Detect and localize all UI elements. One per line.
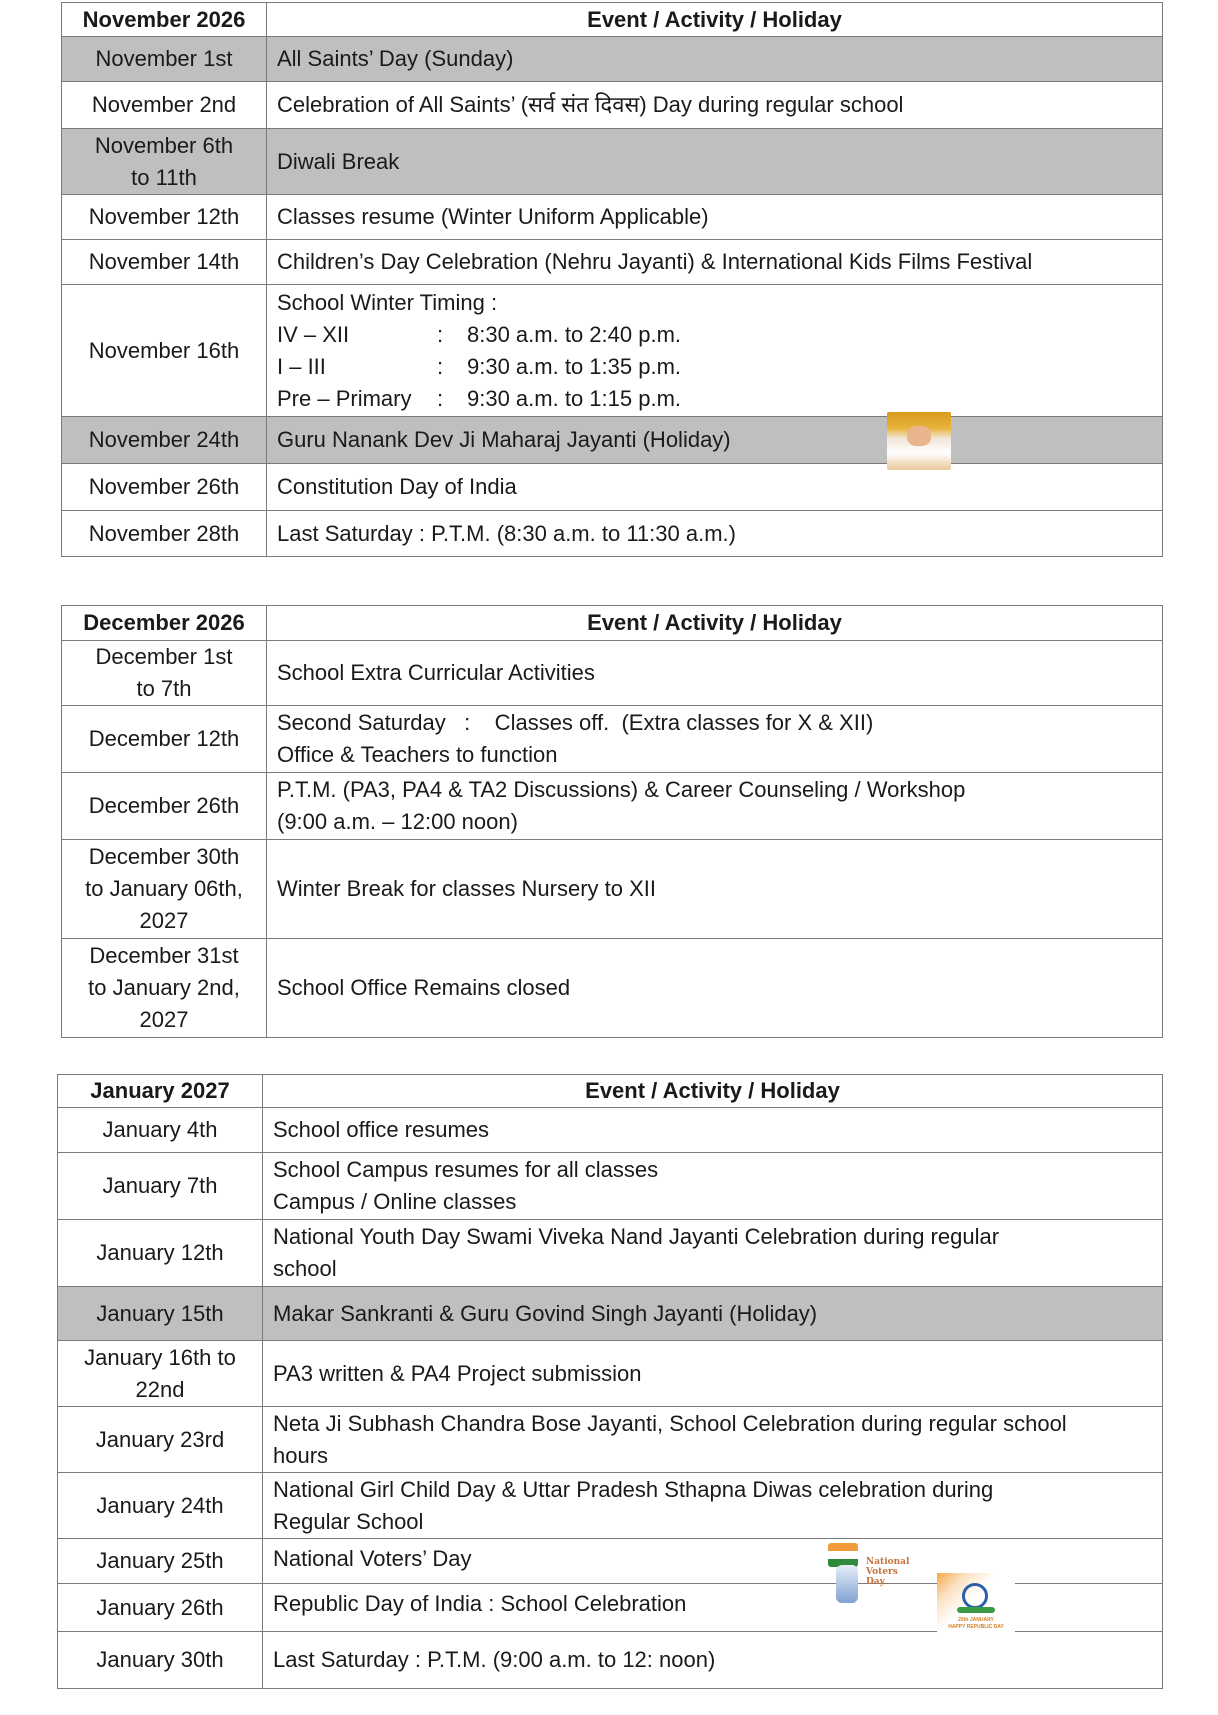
green-wave-shape xyxy=(957,1607,995,1613)
voters-label-line: National xyxy=(866,1557,910,1567)
event-cell: School Office Remains closed xyxy=(267,939,1163,1038)
table-row xyxy=(58,1108,1163,1153)
event-line: Second Saturday : Classes off. (Extra classes for X & XII) xyxy=(277,710,874,735)
date-line: 22nd xyxy=(135,1376,185,1402)
voters-label-line: Voters xyxy=(866,1567,898,1577)
date-cell: January 7th xyxy=(58,1153,263,1220)
november-calendar-table xyxy=(61,2,1163,557)
date-cell: November 24th xyxy=(62,417,267,464)
timing-sep: : xyxy=(437,321,444,347)
date-line: December 31st xyxy=(89,943,239,968)
date-cell: January 30th xyxy=(58,1632,263,1689)
voters-label-line: Day xyxy=(866,1577,885,1587)
date-cell xyxy=(62,840,267,939)
event-cell: Constitution Day of India xyxy=(267,464,1163,511)
event-cell: Classes resume (Winter Uniform Applicable) xyxy=(267,195,1163,240)
table-row xyxy=(62,240,1163,285)
republic-label-line: 26th JANUARY xyxy=(958,1617,994,1623)
timing-sep: : xyxy=(437,385,444,411)
event-cell: Winter Break for classes Nursery to XII xyxy=(267,840,1163,939)
event-header: Event / Activity / Holiday xyxy=(267,606,1163,641)
table-row xyxy=(62,773,1163,840)
winter-timing-title: School Winter Timing : xyxy=(277,289,498,315)
event-cell: Diwali Break xyxy=(267,129,1163,195)
table-row xyxy=(62,706,1163,773)
date-cell: November 26th xyxy=(62,464,267,511)
table-row xyxy=(58,1407,1163,1473)
event-cell xyxy=(267,285,1163,417)
event-cell: Celebration of All Saints’ (सर्व संत दिवस) Day during regular school xyxy=(267,82,1163,129)
date-cell: November 12th xyxy=(62,195,267,240)
event-cell: Last Saturday : P.T.M. (9:00 a.m. to 12: noon) xyxy=(263,1632,1163,1689)
event-cell: Republic Day of India : School Celebration xyxy=(263,1584,1163,1632)
date-cell: November 28th xyxy=(62,511,267,557)
event-cell: Children’s Day Celebration (Nehru Jayanti) & International Kids Films Festival xyxy=(267,240,1163,285)
event-cell xyxy=(263,1473,1163,1539)
event-cell: Makar Sankranti & Guru Govind Singh Jayanti (Holiday) xyxy=(263,1287,1163,1341)
event-line: P.T.M. (PA3, PA4 & TA2 Discussions) & Career Counseling / Workshop xyxy=(277,777,966,802)
timing-value: 9:30 a.m. to 1:15 p.m. xyxy=(467,385,682,411)
date-line: to January 2nd, xyxy=(88,975,240,1000)
table-row xyxy=(58,1341,1163,1407)
date-cell xyxy=(62,939,267,1038)
date-cell: November 1st xyxy=(62,37,267,82)
winter-timing-list xyxy=(277,319,1162,415)
event-cell xyxy=(263,1153,1163,1220)
event-header: Event / Activity / Holiday xyxy=(267,3,1163,37)
timing-group: I – III xyxy=(277,353,326,379)
raised-hand-icon xyxy=(836,1565,858,1603)
date-cell: December 26th xyxy=(62,773,267,840)
date-cell xyxy=(58,1341,263,1407)
table-header xyxy=(58,1075,1163,1108)
event-line: school xyxy=(273,1256,337,1281)
event-line: Neta Ji Subhash Chandra Bose Jayanti, School Celebration during regular school xyxy=(273,1410,1067,1436)
date-line: December 30th xyxy=(88,844,240,869)
table-row xyxy=(62,939,1163,1038)
month-header: January 2027 xyxy=(58,1075,263,1108)
national-voters-day-logo-icon xyxy=(826,1543,918,1605)
republic-label-line: HAPPY REPUBLIC DAY xyxy=(948,1624,1004,1630)
event-line: Campus / Online classes xyxy=(273,1189,517,1214)
month-header: November 2026 xyxy=(62,3,267,37)
event-cell: Last Saturday : P.T.M. (8:30 a.m. to 11:30 a.m.) xyxy=(267,511,1163,557)
timing-group: IV – XII xyxy=(277,321,350,347)
event-cell xyxy=(263,1407,1163,1473)
timing-sep: : xyxy=(437,353,444,379)
date-cell: January 15th xyxy=(58,1287,263,1341)
table-row xyxy=(62,195,1163,240)
table-row xyxy=(62,840,1163,939)
date-cell: January 24th xyxy=(58,1473,263,1539)
table-header xyxy=(62,3,1163,37)
timing-value: 8:30 a.m. to 2:40 p.m. xyxy=(467,321,682,347)
event-line: hours xyxy=(273,1442,329,1468)
date-line: to 7th xyxy=(136,676,192,701)
date-cell: January 4th xyxy=(58,1108,263,1153)
date-cell: January 26th xyxy=(58,1584,263,1632)
guru-nanak-portrait-icon xyxy=(887,412,951,470)
table-row xyxy=(62,417,1163,464)
event-line: School Campus resumes for all classes xyxy=(273,1157,659,1182)
event-cell: PA3 written & PA4 Project submission xyxy=(263,1341,1163,1407)
date-cell xyxy=(62,641,267,706)
ashoka-chakra-icon xyxy=(962,1583,988,1609)
table-row xyxy=(58,1473,1163,1539)
event-cell: School Extra Curricular Activities xyxy=(267,641,1163,706)
date-line: January 16th to xyxy=(84,1344,236,1370)
date-cell: November 6th to 11th xyxy=(62,129,267,195)
timing-value: 9:30 a.m. to 1:35 p.m. xyxy=(467,353,682,379)
republic-day-label xyxy=(941,1617,1011,1631)
date-cell: January 12th xyxy=(58,1220,263,1287)
date-cell: November 14th xyxy=(62,240,267,285)
voters-day-label xyxy=(866,1557,909,1587)
month-header: December 2026 xyxy=(62,606,267,641)
event-cell xyxy=(267,706,1163,773)
event-cell xyxy=(267,773,1163,840)
date-cell: December 12th xyxy=(62,706,267,773)
table-row xyxy=(58,1632,1163,1689)
timing-group: Pre – Primary xyxy=(277,385,412,411)
table-row xyxy=(58,1220,1163,1287)
december-calendar-table xyxy=(61,605,1163,1038)
date-cell: November 16th xyxy=(62,285,267,417)
date-cell: January 25th xyxy=(58,1539,263,1584)
portrait-face-shape xyxy=(907,426,931,446)
table-row xyxy=(62,37,1163,82)
event-line: National Youth Day Swami Viveka Nand Jayanti Celebration during regular xyxy=(273,1224,1000,1249)
event-cell: Guru Nanank Dev Ji Maharaj Jayanti (Holiday) xyxy=(267,417,1163,464)
event-header: Event / Activity / Holiday xyxy=(263,1075,1163,1108)
date-line: to January 06th, xyxy=(85,876,243,901)
table-row xyxy=(62,82,1163,129)
event-cell: School office resumes xyxy=(263,1108,1163,1153)
indian-flag-icon xyxy=(828,1543,858,1567)
date-line: December 1st xyxy=(95,644,233,669)
event-cell: All Saints’ Day (Sunday) xyxy=(267,37,1163,82)
table-row xyxy=(62,129,1163,195)
table-row xyxy=(58,1287,1163,1341)
date-cell: January 23rd xyxy=(58,1407,263,1473)
event-line: Office & Teachers to function xyxy=(277,742,558,767)
event-cell: National Voters’ Day xyxy=(263,1539,1163,1584)
republic-day-badge-icon xyxy=(937,1573,1015,1633)
event-cell xyxy=(263,1220,1163,1287)
event-line: Regular School xyxy=(273,1508,424,1534)
date-line: 2027 xyxy=(139,908,189,933)
event-line: National Girl Child Day & Uttar Pradesh Sthapna Diwas celebration during xyxy=(273,1476,994,1502)
date-cell: November 2nd xyxy=(62,82,267,129)
table-row xyxy=(62,511,1163,557)
table-row xyxy=(62,641,1163,706)
table-row xyxy=(58,1153,1163,1220)
date-line: 2027 xyxy=(139,1007,189,1032)
table-header xyxy=(62,606,1163,641)
event-line: (9:00 a.m. – 12:00 noon) xyxy=(277,809,518,834)
table-row xyxy=(62,285,1163,417)
table-row xyxy=(62,464,1163,511)
